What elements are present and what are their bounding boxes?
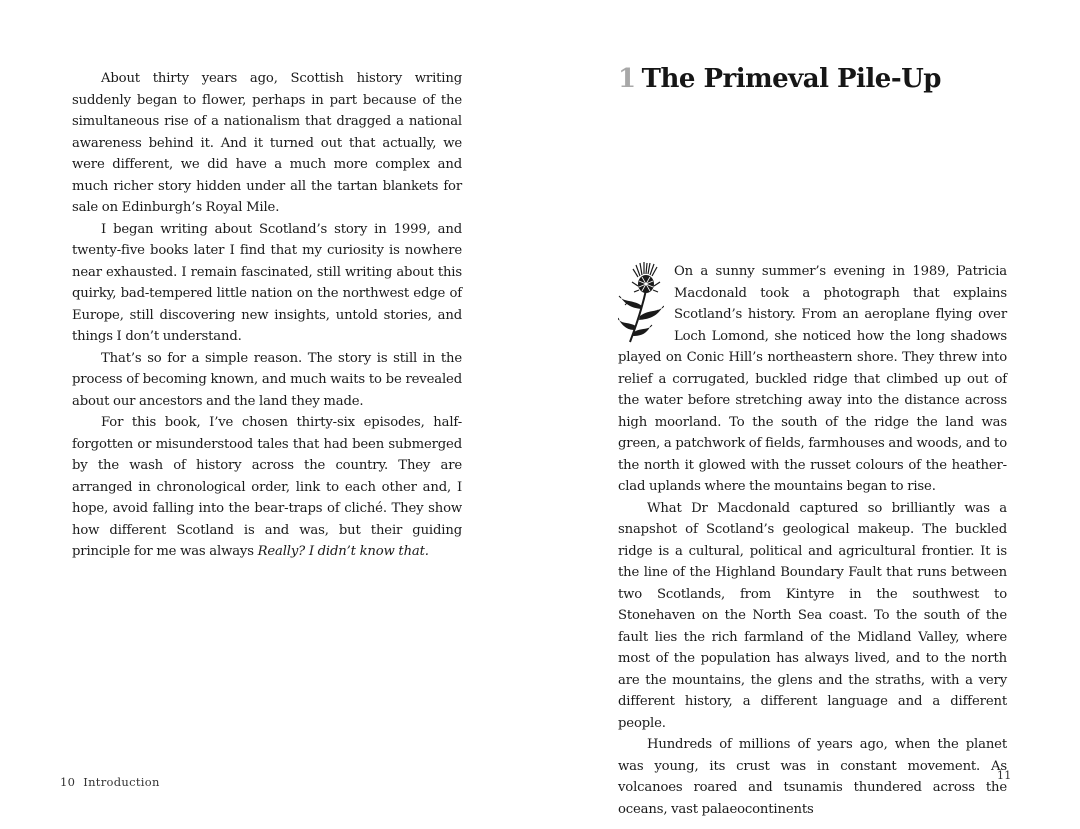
intro-paragraph-3: That’s so for a simple reason. The story is still in the process of becoming known, and much waits to be revealed about our ancestors and the land they made. — [72, 350, 462, 409]
intro-paragraph-1: About thirty years ago, Scottish history writing suddenly began to flower, perhaps in part because of the simultaneous rise of a nationalism that dragged a national awareness behind it. And it turned out that actually, we were different, we did have a much more complex and much richer story hidden under all the tartan blankets for sale on Edinburgh’s Royal Mile. — [72, 71, 462, 215]
introduction-text — [72, 68, 462, 563]
chapter-number: 1 — [618, 64, 636, 94]
right-folio — [997, 769, 1012, 782]
right-page — [540, 0, 1080, 829]
chapter-paragraph-3: Hundreds of millions of years ago, when the planet was young, its crust was in constant movement. As volcanoes roared and tsunamis thundered across the oceans, vast palaeocontinents — [618, 737, 1007, 817]
chapter-paragraph-2: What Dr Macdonald captured so brilliantly was a snapshot of Scotland’s geological makeup. The buckled ridge is a cultural, political and agricultural frontier. It is the line of the Highland Boundary Fault that runs between two Scotlands, from Kintyre in the southwest to Stonehaven on the North Sea coast. To the south of the fault lies the rich farmland of the Midland Valley, where most of the population has always lived, and to the north are the mountains, the glens and the straths, with a very different history, a different language and a different people. — [618, 500, 1007, 731]
thistle-icon — [618, 262, 664, 344]
intro-paragraph-4 — [72, 412, 462, 563]
intro-italic-phrase: Really? I didn’t know that. — [257, 544, 429, 559]
right-page-number: 11 — [997, 769, 1012, 782]
intro-paragraph-4-text: For this book, I’ve chosen thirty-six episodes, half-forgotten or misunderstood tales that had been submerged by the wash of history across the country. They are arranged in chronological order, link to each other and, I hope, avoid falling into the bear-traps of cliché. They show how different Scotland is and was, but their guiding principle for me was always — [72, 415, 462, 559]
intro-paragraph-2: I began writing about Scotland’s story in 1999, and twenty-five books later I find that my curiosity is nowhere near exhausted. I remain fascinated, still writing about this quirky, bad-tempered little nation on the northwest edge of Europe, still discovering new insights, untold stories, and things I don’t understand. — [72, 221, 462, 344]
left-folio — [60, 775, 160, 789]
chapter-heading — [618, 64, 941, 94]
chapter-paragraph-1: On a sunny summer’s evening in 1989, Patricia Macdonald took a photograph that explains Scotland’s history. From an aeroplane flying over Loch Lomond, she noticed how the long shadows played on Conic Hill’s northeastern shore. They threw into relief a corrugated, buckled ridge that climbed up out of the water before stretching away into the distance across high moorland. To the south of the ridge the land was green, a patchwork of fields, farmhouses and woods, and to the north it glowed with the russet colours of the heather-clad uplands where the mountains began to rise. — [618, 264, 1007, 494]
left-page-number: 10 — [60, 775, 76, 789]
chapter-title: The Primeval Pile-Up — [641, 64, 941, 94]
chapter-text — [618, 261, 1007, 820]
running-section-title: Introduction — [83, 775, 160, 789]
